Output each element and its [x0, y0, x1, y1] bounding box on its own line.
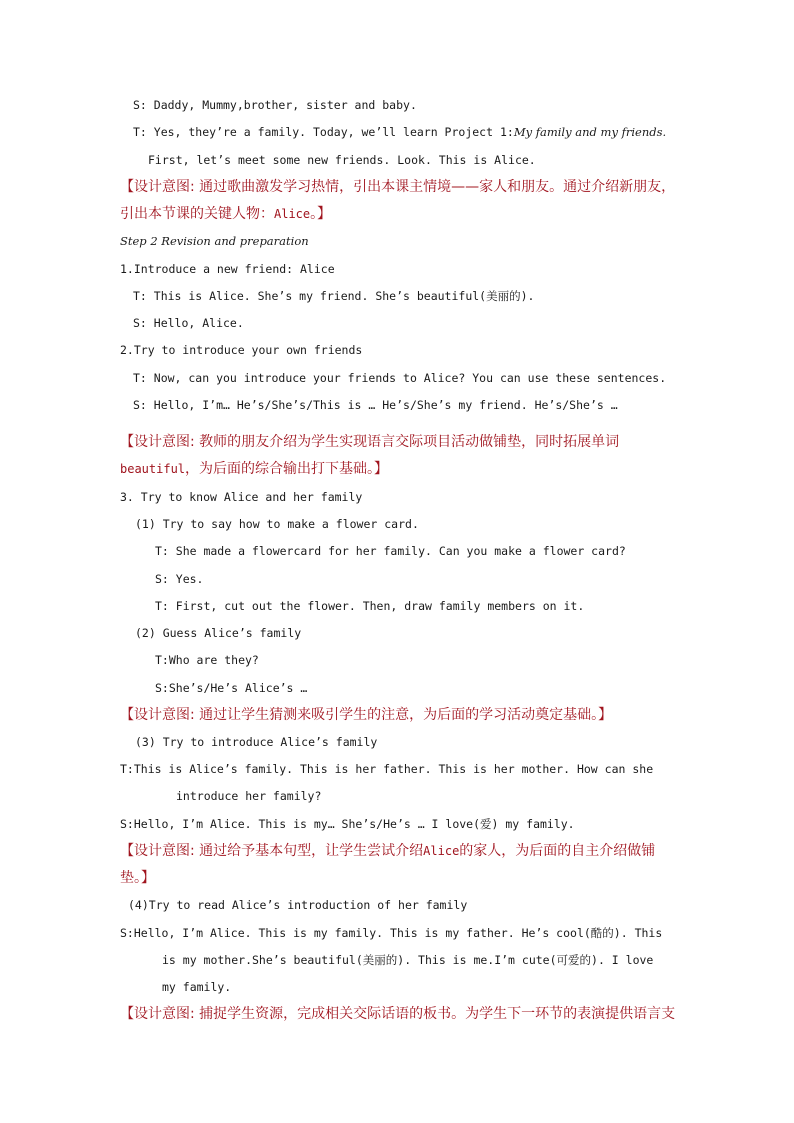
dialogue-line: T: Now, can you introduce your friends to Alice? You can use these sentences.: [133, 371, 667, 385]
design-intent-note: 【设计意图: 教师的朋友介绍为学生实现语言交际项目活动做铺垫，同时拓展单词: [120, 434, 620, 450]
section-heading: Step 2 Revision and preparation: [120, 234, 309, 248]
design-intent-note: [120, 456, 388, 482]
activity-heading: 1.Introduce a new friend: Alice: [120, 262, 335, 276]
design-intent-note: 【设计意图: 通过让学生猜测来吸引学生的注意，为后面的学习活动奠定基础。】: [120, 707, 613, 723]
sub-activity-heading: (4)Try to read Alice’s introduction of her family: [128, 898, 468, 912]
dialogue-line: S:She’s/He’s Alice’s …: [155, 681, 308, 695]
sub-activity-heading: (3) Try to introduce Alice’s family: [135, 735, 378, 749]
activity-heading: 2.Try to introduce your own friends: [120, 343, 363, 357]
note-text: ，为后面的综合输出打下基础。】: [185, 461, 389, 477]
dialogue-line: S: Hello, Alice.: [133, 316, 244, 330]
design-intent-note: [120, 838, 655, 864]
dialogue-line: S: Daddy, Mummy,brother, sister and baby.: [133, 98, 417, 112]
dialogue-line: introduce her family?: [176, 789, 322, 803]
dialogue-line: S:Hello, I’m Alice. This is my… She’s/He’s … I love(爱) my family.: [120, 817, 575, 831]
dialogue-line: S: Hello, I’m… He’s/She’s/This is … He’s/She’s my friend. He’s/She’s …: [133, 398, 618, 412]
sub-activity-heading: (1) Try to say how to make a flower card.: [135, 517, 419, 531]
note-text: 【设计意图: 通过给予基本句型，让学生尝试介绍: [120, 843, 424, 859]
note-keyword: Alice: [274, 207, 311, 221]
dialogue-line: T: She made a flowercard for her family. Can you make a flower card?: [155, 544, 626, 558]
sub-activity-heading: (2) Guess Alice’s family: [135, 626, 302, 640]
dialogue-line: S: Yes.: [155, 572, 204, 586]
dialogue-line: First, let’s meet some new friends. Look. This is Alice.: [148, 153, 536, 167]
dialogue-line: S:Hello, I’m Alice. This is my family. This is my father. He’s cool(酷的). This: [120, 926, 663, 940]
dialogue-line: is my mother.She’s beautiful(美丽的). This is me.I’m cute(可爱的). I love: [162, 953, 654, 967]
dialogue-line: T: This is Alice. She’s my friend. She’s beautiful(美丽的).: [133, 289, 535, 303]
note-keyword: Alice: [423, 844, 460, 858]
design-intent-note: 【设计意图: 通过歌曲激发学习热情，引出本课主情境——家人和朋友。通过介绍新朋友，: [120, 179, 676, 195]
activity-heading: 3. Try to know Alice and her family: [120, 490, 363, 504]
dialogue-line: [133, 124, 666, 140]
design-intent-note: 【设计意图: 捕捉学生资源，完成相关交际话语的板书。为学生下一环节的表演提供语言支: [120, 1006, 676, 1022]
project-title: My family and my friends.: [513, 125, 667, 139]
note-text: 。】: [310, 206, 332, 222]
design-intent-note: [120, 201, 331, 227]
design-intent-note: 垫。】: [120, 870, 155, 886]
note-keyword: beautiful: [120, 462, 186, 476]
dialogue-line: T:Who are they?: [155, 653, 259, 667]
dialogue-line: T: First, cut out the flower. Then, draw family members on it.: [155, 599, 585, 613]
note-text: 的家人，为后面的自主介绍做铺: [459, 843, 656, 859]
dialogue-line: T:This is Alice’s family. This is her father. This is her mother. How can she: [120, 762, 654, 776]
note-text: 引出本节课的关键人物：: [120, 206, 274, 222]
dialogue-text: T: Yes, they’re a family. Today, we’ll learn Project 1:: [133, 125, 514, 139]
dialogue-line: my family.: [162, 980, 232, 994]
